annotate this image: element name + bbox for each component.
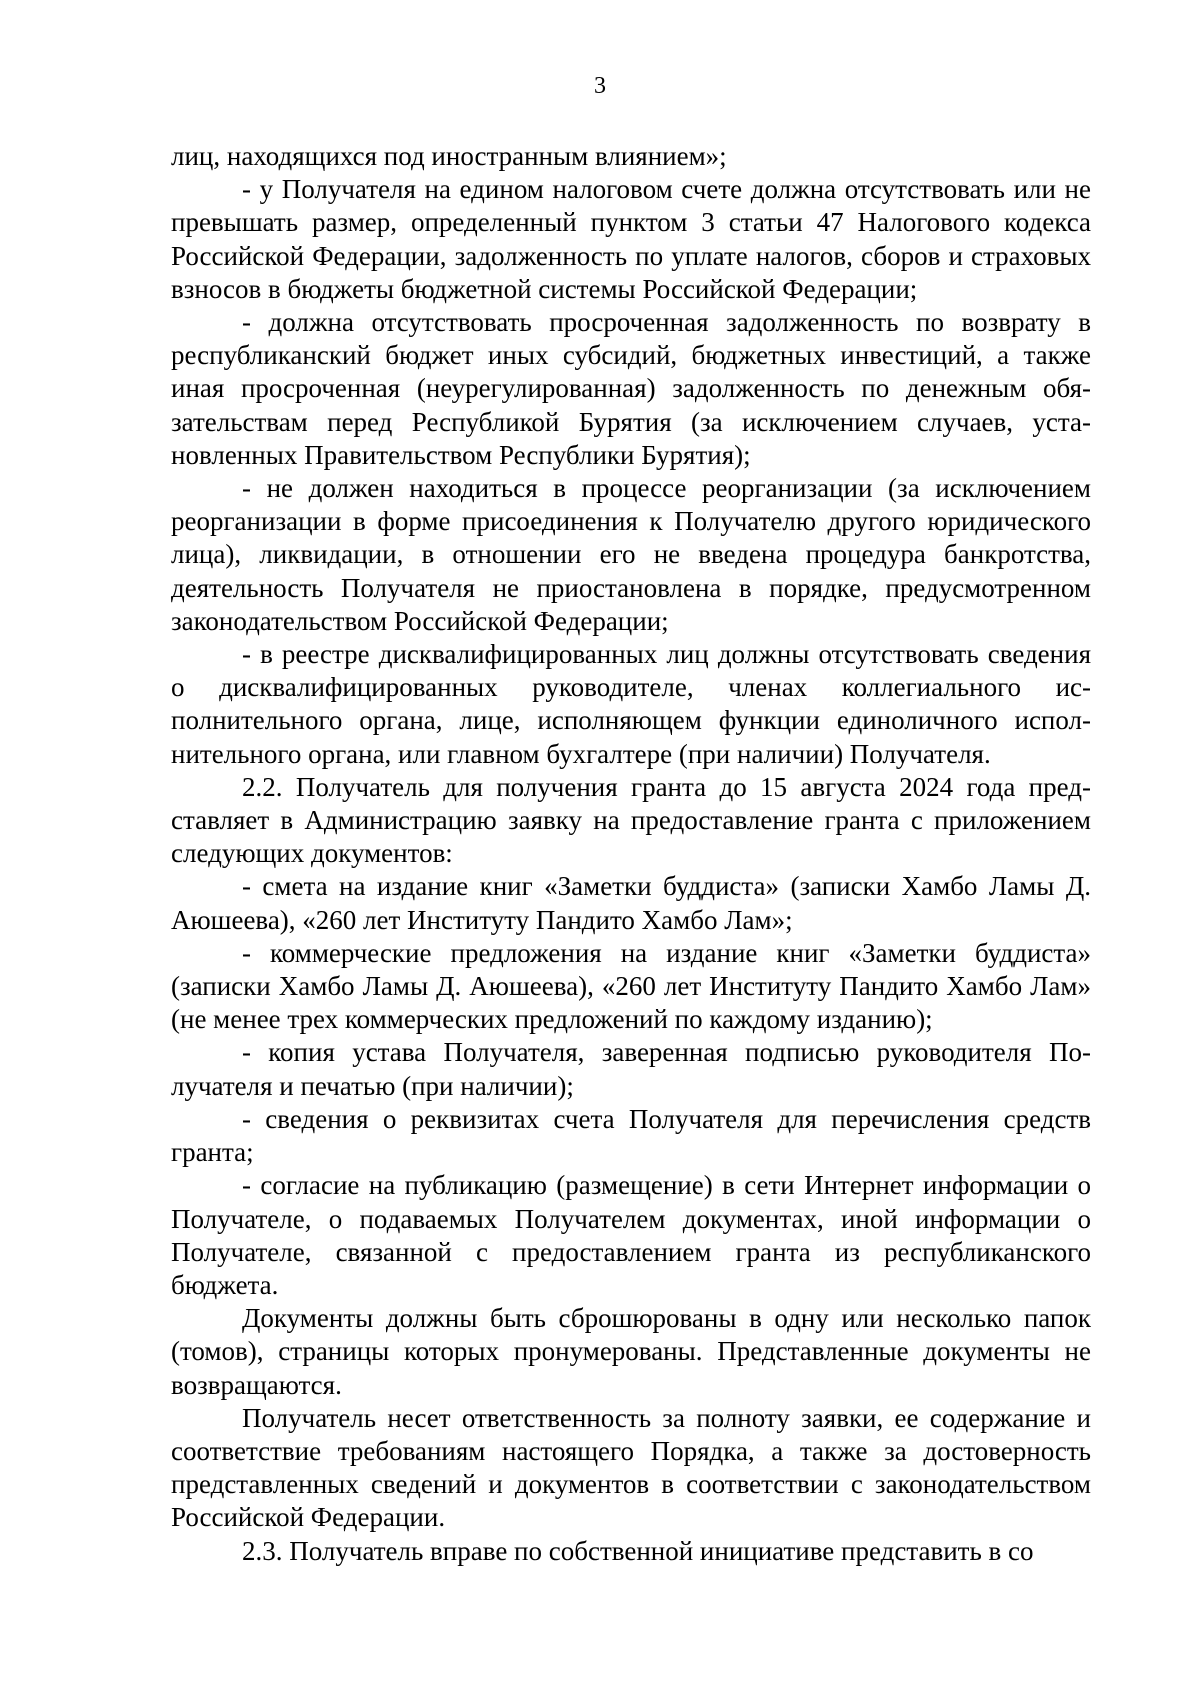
- paragraph-responsibility: Получатель несет ответственность за полноту заявки, ее содержание и соответствие требованиям настоящего Порядка, а также за достоверность представленных сведений и документов в соответствии с законодательством Российской Федерации.: [171, 1402, 1091, 1533]
- paragraph-section-2-2: 2.2. Получатель для получения гранта до 15 августа 2024 года представляет в Администрацию заявку на предоставление гранта с приложением следующих документов:: [171, 771, 1091, 869]
- paragraph-documents-bound: Документы должны быть сброшюрованы в одну или несколько папок (томов), страницы которых пронумерованы. Представленные документы не возвращаются.: [171, 1303, 1091, 1400]
- paragraph-section-2-3: 2.3. Получатель вправе по собственной инициативе представить в со: [242, 1535, 1034, 1566]
- paragraph-disqualified-registry: - в реестре дисквалифицированных лиц должны отсутствовать сведения о дисквалифицированных руководителе, членах коллегиального исполнительного органа, лице, исполняющем функции единоличного исполнительного органа, или главном бухгалтере (при наличии) Получателя.: [171, 639, 1091, 769]
- paragraph-continuation: лиц, находящихся под иностранным влиянием»;: [171, 141, 727, 171]
- list-item-publication-consent: - согласие на публикацию (размещение) в сети Интернет информации о Получателе, о подаваемых Получателем документах, иной информации о Получателе, связанной с предоставлением гранта из республиканского бюджета.: [171, 1170, 1091, 1300]
- list-item-estimate: - смета на издание книг «Заметки буддиста» (записки Хамбо Ламы Д. Аюшеева), «260 лет Институту Пандито Хамбо Лам»;: [171, 871, 1091, 935]
- list-item-charter-copy: - копия устава Получателя, заверенная подписью руководителя Получателя и печатью (при наличии);: [171, 1037, 1091, 1101]
- page-number: 3: [594, 73, 606, 99]
- document-body: [171, 140, 1091, 1568]
- list-item-account-details: - сведения о реквизитах счета Получателя для перечисления средств гранта;: [171, 1103, 1091, 1168]
- paragraph-reorganization: - не должен находиться в процессе реорганизации (за исключением реорганизации в форме присоединения к Получателю другого юридического лица), ликвидации, в отношении его не введена процедура банкротства, деятельность Получателя не приостановлена в порядке, предусмотренном законодательством Российской Федерации;: [171, 473, 1091, 636]
- list-item-commercial-offers: - коммерческие предложения на издание книг «Заметки буддиста» (записки Хамбо Ламы Д. Аюшеева), «260 лет Институту Пандито Хамбо Лам» (не менее трех коммерческих предложений по каждому изданию);: [171, 937, 1091, 1035]
- paragraph-tax-debt: - у Получателя на едином налоговом счете должна отсутствовать или не превышать размер, определенный пунктом 3 статьи 47 Налогового кодекса Российской Федерации, задолженность по уплате налогов, сборов и страховых взносов в бюджеты бюджетной системы Российской Федерации;: [171, 174, 1091, 304]
- paragraph-overdue-debt: - должна отсутствовать просроченная задолженность по возврату в республиканский бюджет иных субсидий, бюджетных инвестиций, а также иная просроченная (неурегулированная) задолженность по денежным обязательствам перед Республикой Бурятия (за исключением случаев, установленных Правительством Республики Бурятия);: [171, 307, 1091, 470]
